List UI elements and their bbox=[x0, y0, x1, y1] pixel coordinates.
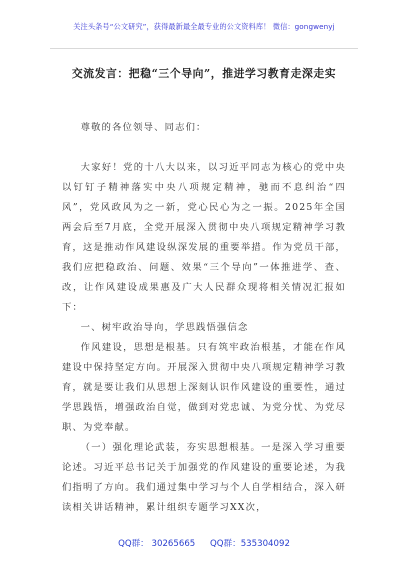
document-title: 交流发言：把稳“三个导向”，推进学习教育走深走实 bbox=[71, 67, 337, 80]
header-banner bbox=[0, 22, 408, 32]
document-body-main bbox=[62, 158, 346, 518]
header-divider bbox=[50, 48, 358, 49]
paragraph-intro: 大家好！党的十八大以来，以习近平同志为核心的党中央以钉钉子精神落实中央八项规定精神，驰而不息纠治“四风”，党风政风为之一新，党心民心为之一振。2025年全国两会后至7月底，全党开展深入贯彻中央八项规定精神学习教育，这是推动作风建设纵深发展的重要举措。作为党员干部，我们应把稳政治、问题、效果“三个导向”一体推进学、查、改，让作风建设成果惠及广大人民群众现将相关情况汇报如下： bbox=[62, 162, 346, 313]
footer bbox=[0, 537, 408, 549]
paragraph-subsection-1: （一）强化理论武装，夯实思想根基。一是深入学习重要论述。习近平总书记关于加强党的作风建设的重要论述，为我们指明了方向。我们通过集中学习与个人自学相结合，深入研读相关讲话精神，累计组织专题学习XX次， bbox=[62, 442, 346, 513]
footer-qq-group-2: QQ群：535304092 bbox=[210, 539, 290, 549]
footer-qq-group-1: QQ群： 30265665 bbox=[118, 539, 196, 549]
header-banner-text: 关注头条号“公文研究”，获得最新最全最专业的公文资料库！ 微信：gongwenyj bbox=[73, 22, 335, 31]
document-body bbox=[62, 118, 346, 138]
greeting: 尊敬的各位领导、同志们： bbox=[80, 122, 207, 133]
section-heading-1: 一、树牢政治导向，学思践悟强信念 bbox=[80, 322, 249, 333]
paragraph-section-1: 作风建设，思想是根基。只有筑牢政治根基，才能在作风建设中保持坚定方向。开展深入贯彻中央八项规定精神学习教育，就是要让我们从思想上深刻认识作风建设的重要性，通过学思践悟，增强政治自觉，做到对党忠诚、为党分忧、为党尽职、为党奉献。 bbox=[62, 342, 346, 433]
